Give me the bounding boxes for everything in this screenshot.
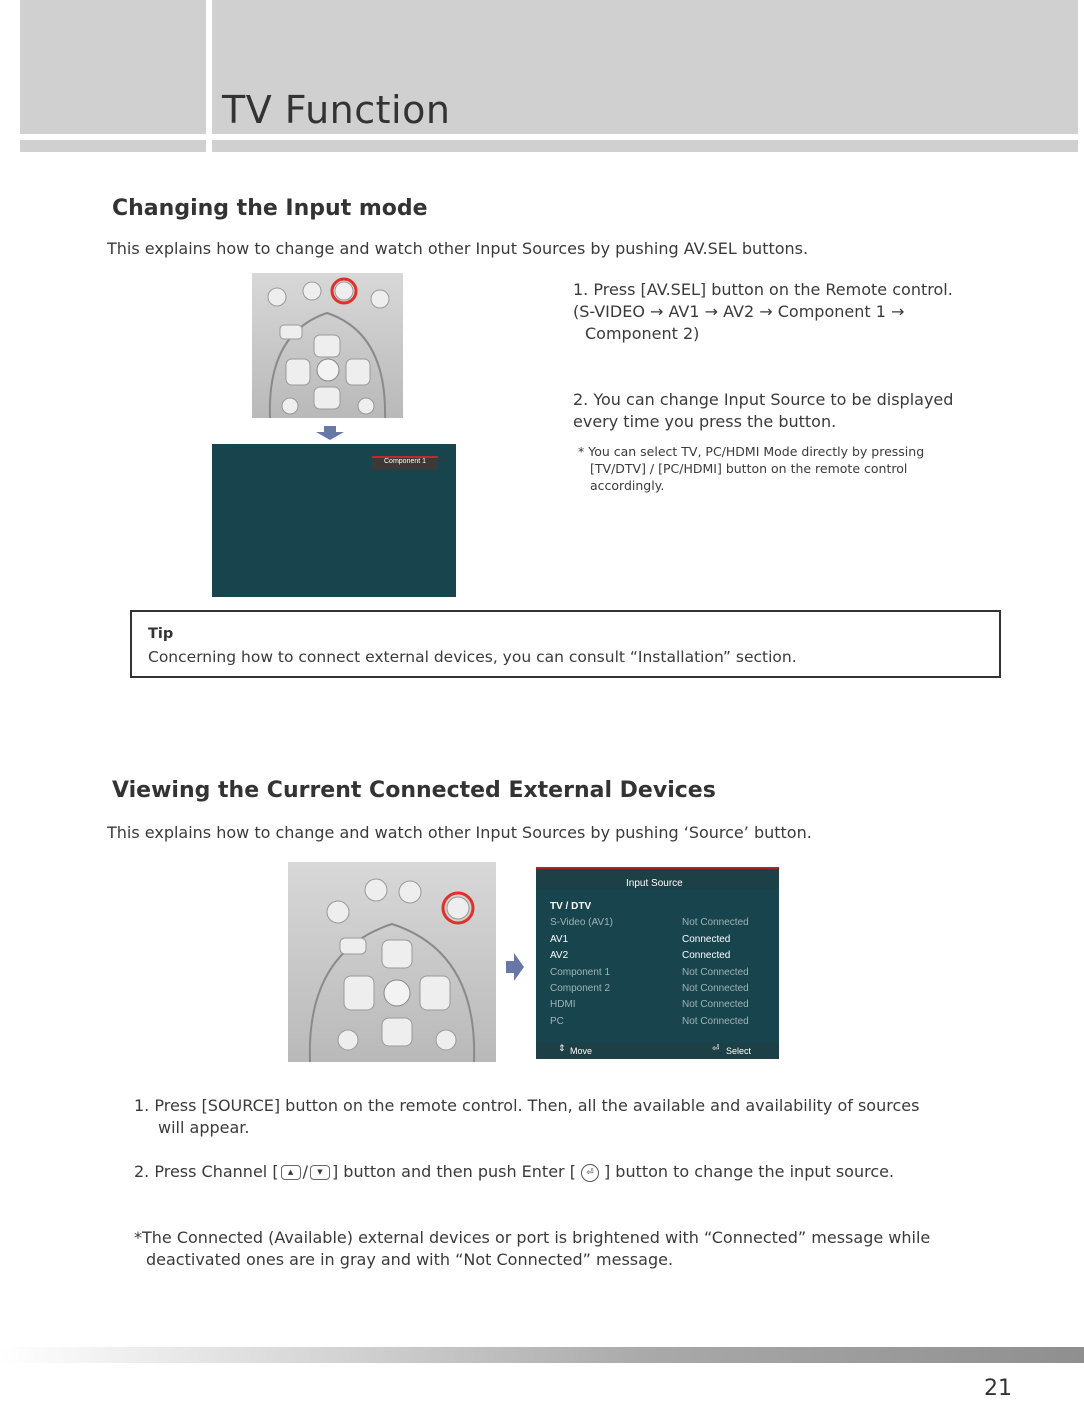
remote-control-drawing-2 xyxy=(288,862,496,1062)
header-rule-right xyxy=(212,140,1078,152)
osd-row xyxy=(536,917,779,931)
osd-row-name: HDMI xyxy=(550,999,576,1010)
remote-control-drawing xyxy=(252,273,403,418)
osd-row-status: Connected xyxy=(682,950,731,961)
osd-row-status: Connected xyxy=(682,934,731,945)
s2-step1-line1: 1. Press [SOURCE] button on the remote control. Then, all the available and availability of sources xyxy=(134,1096,920,1115)
header-rule-left xyxy=(20,140,206,152)
tip-box xyxy=(130,610,1001,678)
screen-label-bar xyxy=(372,456,438,470)
osd-move-label: Move xyxy=(570,1046,593,1056)
osd-row-name: TV / DTV xyxy=(550,901,592,912)
section-title-connected-devices: Viewing the Current Connected External Devices xyxy=(112,778,716,803)
s2-note-line2: deactivated ones are in gray and with “Not Connected” message. xyxy=(146,1250,674,1269)
osd-row-status: Not Connected xyxy=(682,1016,749,1027)
step2-line2: every time you press the button. xyxy=(573,412,837,431)
osd-row xyxy=(536,950,779,964)
osd-row xyxy=(536,901,779,915)
osd-row xyxy=(536,967,779,981)
tip-label: Tip xyxy=(148,626,174,642)
section-intro-connected-devices: This explains how to change and watch other Input Sources by pushing ‘Source’ button. xyxy=(107,823,812,842)
step1-line2: (S-VIDEO → AV1 → AV2 → Component 1 → xyxy=(573,302,905,321)
osd-select-label: Select xyxy=(726,1046,752,1056)
step1-line3: Component 2) xyxy=(585,324,700,343)
osd-title-bar xyxy=(536,869,779,889)
channel-up-icon: ▲ xyxy=(281,1165,301,1180)
note-line2: [TV/DTV] / [PC/HDMI] button on the remote control xyxy=(590,461,908,476)
osd-row-name: Component 1 xyxy=(550,967,611,978)
osd-row xyxy=(536,934,779,948)
enter-button-icon: ⏎ xyxy=(581,1164,599,1182)
osd-footer-bar xyxy=(536,1043,779,1059)
osd-row xyxy=(536,999,779,1013)
arrow-right-icon xyxy=(506,953,524,981)
updown-icon: ⇕ xyxy=(558,1044,566,1054)
section-title-input-mode: Changing the Input mode xyxy=(112,196,428,221)
remote-control-image xyxy=(252,273,403,418)
section-intro-input-mode: This explains how to change and watch other Input Sources by pushing AV.SEL buttons. xyxy=(107,239,809,258)
s2-step2: 2. Press Channel [ ▲ / ▼ ] button and then push Enter [ ⏎ ] button to change the input source. xyxy=(134,1162,895,1181)
s2-note-line1: *The Connected (Available) external devices or port is brightened with “Connected” message while xyxy=(134,1228,931,1247)
osd-row xyxy=(536,983,779,997)
s2-step2-suffix: ] button to change the input source. xyxy=(603,1162,895,1181)
osd-row-name: PC xyxy=(550,1016,564,1027)
s2-step2-mid: ] button and then push Enter [ xyxy=(331,1162,576,1181)
osd-title: Input Source xyxy=(626,878,683,889)
channel-down-icon: ▼ xyxy=(310,1165,330,1180)
osd-row-status: Not Connected xyxy=(682,983,749,994)
s2-step2-prefix: 2. Press Channel [ xyxy=(134,1162,279,1181)
osd-row-status: Not Connected xyxy=(682,917,749,928)
osd-row-name: AV2 xyxy=(550,950,569,961)
screen-label: Component 1 xyxy=(384,458,427,465)
step2-line1: 2. You can change Input Source to be displayed xyxy=(573,390,954,409)
remote-control-image-2 xyxy=(288,862,496,1062)
page-number: 21 xyxy=(984,1376,1012,1401)
osd-row-status: Not Connected xyxy=(682,999,749,1010)
arrow-down-icon xyxy=(316,426,344,440)
footer-bar xyxy=(0,1347,1084,1363)
enter-icon: ⏎ xyxy=(712,1044,720,1054)
osd-row-name: S-Video (AV1) xyxy=(550,917,613,928)
s2-step1-line2: will appear. xyxy=(158,1118,250,1137)
input-source-menu-image xyxy=(536,867,779,1059)
osd-row-status: Not Connected xyxy=(682,967,749,978)
step1-line1: 1. Press [AV.SEL] button on the Remote control. xyxy=(573,280,953,299)
note-line3: accordingly. xyxy=(590,478,665,493)
osd-row-name: Component 2 xyxy=(550,983,611,994)
osd-row-name: AV1 xyxy=(550,934,569,945)
note-line1: * You can select TV, PC/HDMI Mode directly by pressing xyxy=(578,444,925,459)
header-block-left xyxy=(20,0,206,134)
page-title: TV Function xyxy=(222,88,451,132)
osd-row xyxy=(536,1016,779,1030)
tv-screen-image xyxy=(212,444,456,597)
tip-text: Concerning how to connect external devices, you can consult “Installation” section. xyxy=(148,648,797,666)
